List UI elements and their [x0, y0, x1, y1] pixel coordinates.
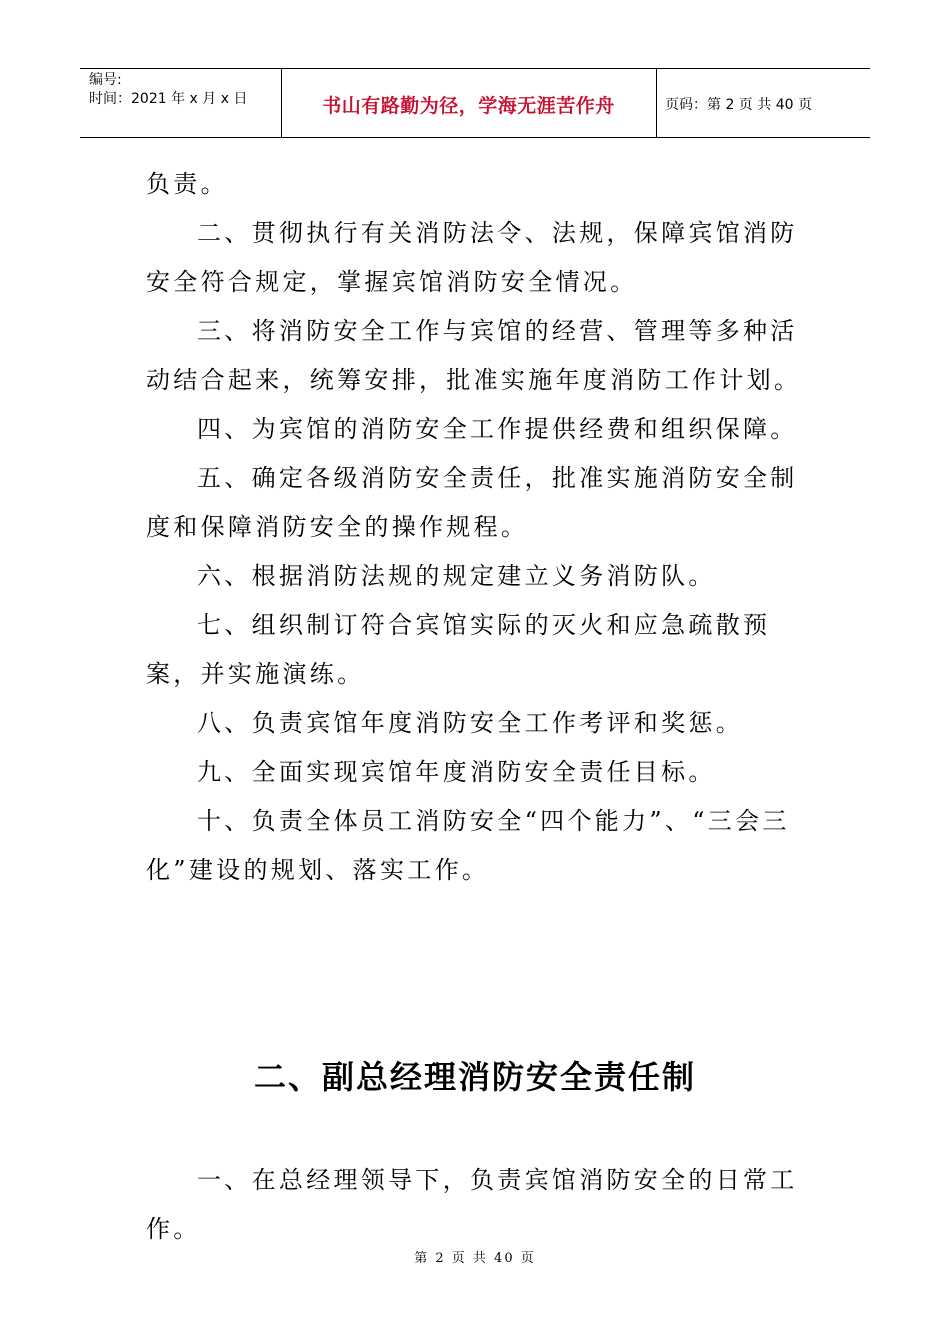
body-text	[146, 160, 814, 895]
paragraph: 三、将消防安全工作与宾馆的经营、管理等多种活动结合起来，统筹安排，批准实施年度消防工作计划。	[146, 317, 802, 394]
paragraph: 十、负责全体员工消防安全“四个能力”、“三会三化”建设的规划、落实工作。	[146, 807, 790, 884]
paragraph: 七、组织制订符合宾馆实际的灭火和应急疏散预案，并实施演练。	[146, 611, 771, 688]
document-header	[80, 68, 870, 138]
paragraph: 四、为宾馆的消防安全工作提供经费和组织保障。	[197, 415, 798, 443]
number-label: 编号:	[89, 72, 122, 88]
header-divider	[656, 69, 657, 137]
paragraph: 六、根据消防法规的规定建立义务消防队。	[197, 562, 716, 590]
paragraph: 一、在总经理领导下，负责宾馆消防安全的日常工作。	[146, 1166, 798, 1243]
paragraph: 五、确定各级消防安全责任，批准实施消防安全制度和保障消防安全的操作规程。	[146, 464, 798, 541]
time-label: 时间：2021 年 x 月 x 日	[89, 91, 248, 107]
page-footer: 第 2 页 共 40 页	[414, 1251, 536, 1266]
header-page-label: 页码：第 2 页 共 40 页	[665, 97, 812, 113]
paragraph: 九、全面实现宾馆年度消防安全责任目标。	[197, 758, 716, 786]
paragraph: 二、贯彻执行有关消防法令、法规，保障宾馆消防安全符合规定，掌握宾馆消防安全情况。	[146, 219, 798, 296]
section-heading: 二、副总经理消防安全责任制	[253, 1058, 696, 1096]
header-meta	[89, 71, 247, 109]
paragraph: 负责。	[146, 170, 228, 198]
paragraph: 八、负责宾馆年度消防安全工作考评和奖惩。	[197, 709, 743, 737]
header-motto: 书山有路勤为径，学海无涯苦作舟	[322, 95, 615, 117]
section-body	[146, 1156, 814, 1254]
